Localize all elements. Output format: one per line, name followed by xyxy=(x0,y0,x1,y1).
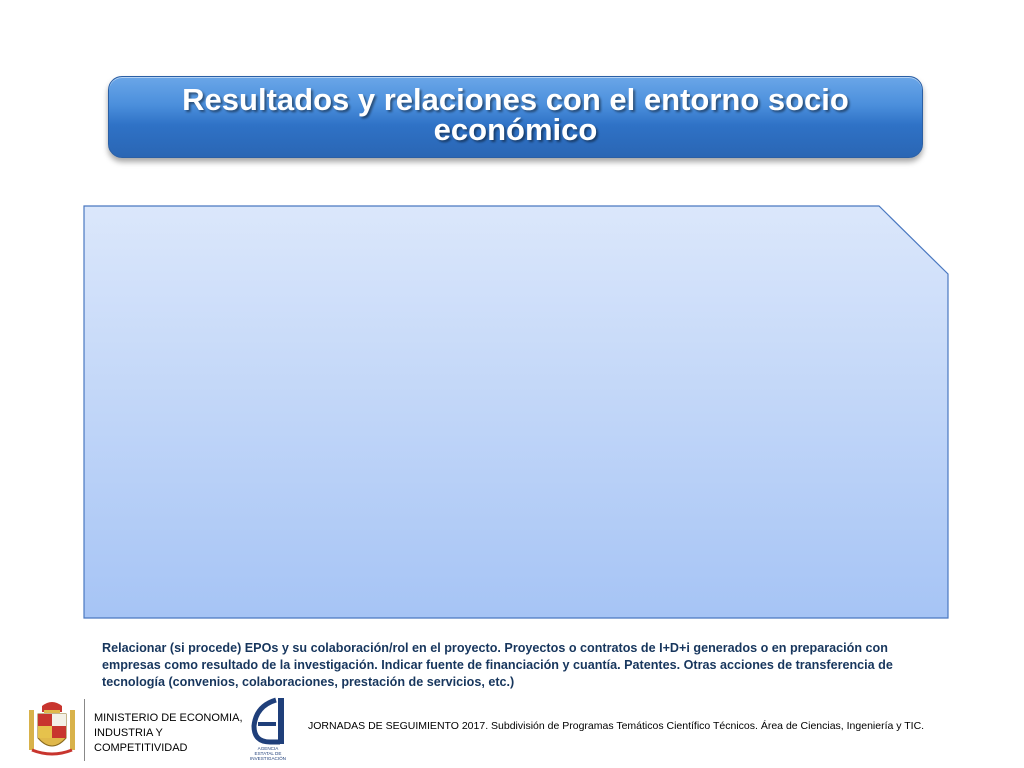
content-panel xyxy=(83,205,949,619)
event-footer-text: JORNADAS DE SEGUIMIENTO 2017. Subdivisión de Programas Temáticos Científico Técnicos. Área de Ciencias, Ingeniería y TIC. xyxy=(308,720,925,732)
agency-logo xyxy=(246,696,290,764)
agency-logo-line-2: ESTATAL DE xyxy=(254,751,282,756)
ministry-name xyxy=(94,711,254,756)
ministry-line-3: COMPETITIVIDAD xyxy=(94,742,188,754)
ministry-line-1: MINISTERIO DE ECONOMIA, xyxy=(94,712,243,724)
ministry-line-2: INDUSTRIA Y xyxy=(94,727,163,739)
agency-logo-line-1: AGENCIA xyxy=(257,746,279,751)
coat-of-arms-icon xyxy=(26,700,78,760)
agency-logo-line-3: INVESTIGACIÓN xyxy=(250,756,286,761)
slide-title: Resultados y relaciones con el entorno socio económico xyxy=(182,82,849,147)
description-text: Relacionar (si procede) EPOs y su colaboración/rol en el proyecto. Proyectos o contratos de I+D+i generados o en preparación con empresas como resultado de la investigación. Indicar fuente de financiación y cuantía. Patentes. Otras acciones de transferencia de tecnología (convenios, colaboraciones, prestación de servicios, etc.) xyxy=(102,641,893,689)
title-banner xyxy=(108,76,923,158)
footer-divider xyxy=(84,699,85,761)
